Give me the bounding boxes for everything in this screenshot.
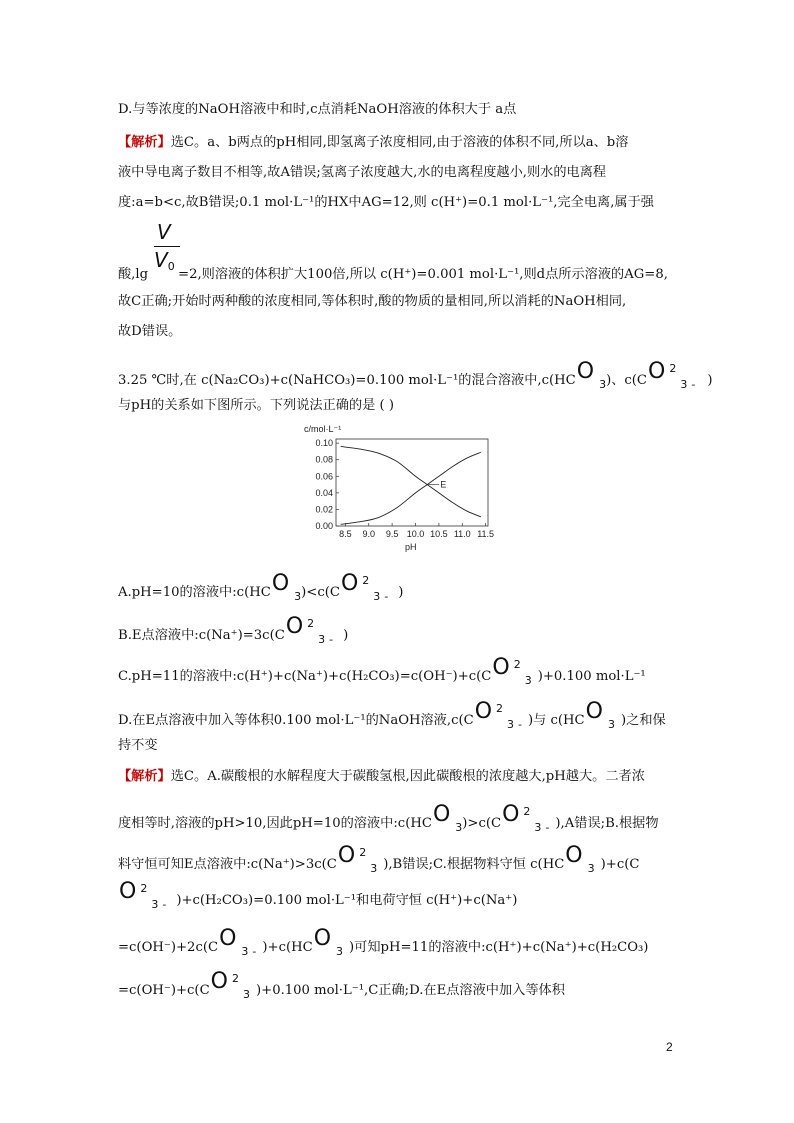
- concentration-ph-chart: [300, 422, 500, 554]
- analysis-1-line-6: 故D错误。: [118, 324, 182, 339]
- question-3-line-1: 3.25 ℃时,在 c(Na₂CO₃)+c(NaHCO₃)=0.100 mol·L⁻¹的混合溶液中$,c(HCO_3)$、c(CO $^2_3$ $_-$ ): [118, 359, 713, 391]
- y-tick-label: 0.04: [315, 487, 333, 498]
- x-axis-label: pH: [405, 542, 417, 552]
- y-axis-label: c/mol·L⁻¹: [304, 424, 342, 434]
- x-tick-label: 9.0: [362, 529, 375, 539]
- x-tick-label: 11.5: [477, 529, 495, 539]
- analysis-1-line-2: 液中导电离子数目不相等,故A错误;氢离子浓度越大,水的电离程度越小,则水的电离程: [118, 165, 607, 180]
- analysis-1-line-1: 【解析】选C。a、b两点的pH相同,即氢离子浓度相同,由于溶液的体积不同,所以a、b溶: [118, 135, 629, 150]
- option-d-previous: D.与等浓度的NaOH溶液中和时,c点消耗NaOH溶液的体积大于 a点: [118, 102, 517, 117]
- analysis-tag: 【解析】: [118, 769, 171, 784]
- fraction-denominator: V0: [154, 248, 175, 273]
- y-tick-label: 0.06: [315, 471, 333, 482]
- y-tick-label: 0.00: [315, 521, 333, 531]
- page-number: 2: [666, 1040, 673, 1054]
- plot-frame: [336, 439, 488, 526]
- option-d-line-1: D.在E点溶液中加入等体积0.100 mol·L⁻¹的NaOH溶液,c(CO $^2_3$ $_-$ )与 $c(HCO_3$ )之和保: [118, 699, 666, 731]
- analysis-tag: 【解析】: [118, 135, 171, 150]
- point-e-label: E: [440, 479, 447, 490]
- analysis-2-line-1: 【解析】选C。A.碳酸根的水解程度大于碳酸氢根,因此碳酸根的浓度越大,pH越大。二者浓: [118, 769, 645, 784]
- series-hco3-line: [341, 446, 481, 516]
- y-tick-label: 0.08: [315, 454, 333, 465]
- fraction-bar: [154, 246, 180, 247]
- x-tick-label: 10.5: [430, 529, 448, 539]
- y-tick-label: 0.02: [315, 504, 333, 515]
- x-tick-label: 9.5: [385, 529, 399, 539]
- question-3-line-2: 与pH的关系如下图所示。下列说法正确的是 ( ): [118, 398, 394, 413]
- analysis-1-line-4: 酸,lg =2,则溶液的体积扩大100倍,所以 c(H⁺)=0.001 mol·L⁻¹,则d点所示溶液的AG=8,: [118, 267, 668, 282]
- x-tick-label: 11.0: [453, 529, 471, 539]
- option-d-line-2: 持不变: [118, 738, 158, 753]
- analysis-2-line-3: 料守恒可知E点溶液中:c(Na⁺)>3c(CO $^2_3$ ),B错误;C.根据物料守恒 $c(HCO_3$ )+c(C: [118, 843, 640, 875]
- fraction-numerator: V: [157, 220, 171, 244]
- analysis-2-line-5: $=c(OH^-)+2c(CO_3$ $_-$ )$+c(HCO_3$ )可知pH=11的溶液中:c(H⁺)+c(Na⁺)+c(H₂CO₃): [118, 926, 649, 958]
- y-tick-label: 0.10: [315, 438, 333, 449]
- option-a: A.pH=10的溶液中$:c(HCO_3)<c(CO$ $^2_3$ $_-$ ): [118, 571, 404, 603]
- analysis-2-line-2: 度相等时,溶液的pH>10,因此pH=10的溶液中$:c(HCO_3)>c(CO$ $^2_3$ $_-$ ),A错误;B.根据物: [118, 802, 659, 834]
- option-c: C.pH=11的溶液中:c(H⁺)+c(Na⁺)+c(H₂CO₃)=c(OH⁻)+c(CO $^2_3$ )+0.100 mol·L⁻¹: [118, 655, 646, 687]
- series-co3-line: [341, 452, 481, 524]
- option-b: B.E点溶液中:c(Na⁺)=3c(CO $^2_3$ $_-$ ): [118, 614, 349, 646]
- analysis-2-line-4: O $^2_3$ $_-$ )+c(H₂CO₃)=0.100 mol·L⁻¹和电荷守恒 c(H⁺)+c(Na⁺): [119, 879, 518, 911]
- analysis-1-line-3: 度:a=b<c,故B错误;0.1 mol·L⁻¹的HX中AG=12,则 c(H⁺)=0.1 mol·L⁻¹,完全电离,属于强: [118, 195, 654, 210]
- x-tick-label: 10.0: [406, 529, 425, 539]
- x-tick-label: 8.5: [339, 529, 352, 539]
- analysis-2-line-6: =c(OH⁻)+c(CO $^2_3$ )+0.100 mol·L⁻¹,C正确;D.在E点溶液中加入等体积: [118, 969, 565, 1001]
- analysis-1-line-5: 故C正确;开始时两种酸的浓度相同,等体积时,酸的物质的量相同,所以消耗的NaOH相同,: [118, 294, 627, 309]
